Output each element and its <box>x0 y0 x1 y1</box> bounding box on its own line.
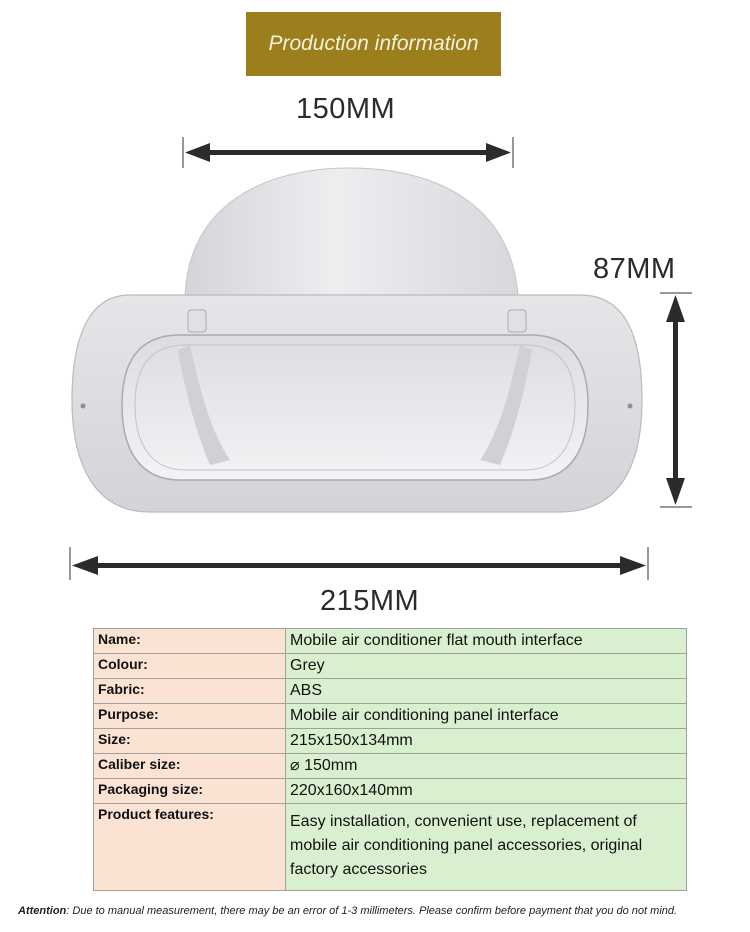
spec-value-name: Mobile air conditioner flat mouth interface <box>286 629 687 654</box>
table-row <box>94 654 687 679</box>
spec-value-caliber: ⌀ 150mm <box>286 754 687 779</box>
specification-table <box>93 628 687 891</box>
right-clip <box>508 310 526 332</box>
table-row <box>94 729 687 754</box>
height-arrow-top-head <box>666 295 685 322</box>
spec-value-colour: Grey <box>286 654 687 679</box>
bottom-arrow-left-head <box>72 556 98 575</box>
spec-value-fabric: ABS <box>286 679 687 704</box>
table-row <box>94 629 687 654</box>
height-arrow-bottom-head <box>666 478 685 505</box>
left-screw-hole <box>81 404 86 409</box>
left-clip <box>188 310 206 332</box>
spec-key-packaging: Packaging size: <box>94 779 286 804</box>
table-row <box>94 754 687 779</box>
banner-title: Production information <box>268 32 479 55</box>
bottom-arrow-shaft <box>88 563 630 568</box>
spec-value-purpose: Mobile air conditioning panel interface <box>286 704 687 729</box>
height-arrow-shaft <box>673 310 678 490</box>
spec-key-fabric: Fabric: <box>94 679 286 704</box>
dimension-label-height: 87MM <box>593 253 676 285</box>
bottom-arrow-right-head <box>620 556 646 575</box>
table-row <box>94 679 687 704</box>
spec-key-features: Product features: <box>94 804 286 891</box>
table-row <box>94 804 687 891</box>
table-row <box>94 779 687 804</box>
table-row <box>94 704 687 729</box>
spec-key-name: Name: <box>94 629 286 654</box>
spec-key-size: Size: <box>94 729 286 754</box>
spec-key-purpose: Purpose: <box>94 704 286 729</box>
attention-note <box>18 905 748 917</box>
product-image-flat-mouth-interface <box>60 160 660 520</box>
spec-value-packaging: 220x160x140mm <box>286 779 687 804</box>
top-arrow-shaft <box>200 150 496 155</box>
spec-value-features: Easy installation, convenient use, replacement of mobile air conditioning panel accessories, original factory accessories <box>286 804 687 891</box>
spec-value-size: 215x150x134mm <box>286 729 687 754</box>
dimension-label-top-width: 150MM <box>296 93 396 125</box>
spec-key-caliber: Caliber size: <box>94 754 286 779</box>
spec-key-colour: Colour: <box>94 654 286 679</box>
right-screw-hole <box>628 404 633 409</box>
attention-text: : Due to manual measurement, there may be an error of 1-3 millimeters. Please confirm before payment that you do not mind. <box>66 905 678 917</box>
attention-label: Attention <box>18 905 67 917</box>
dimension-label-bottom-width: 215MM <box>320 585 420 617</box>
round-duct-dome <box>185 168 518 295</box>
